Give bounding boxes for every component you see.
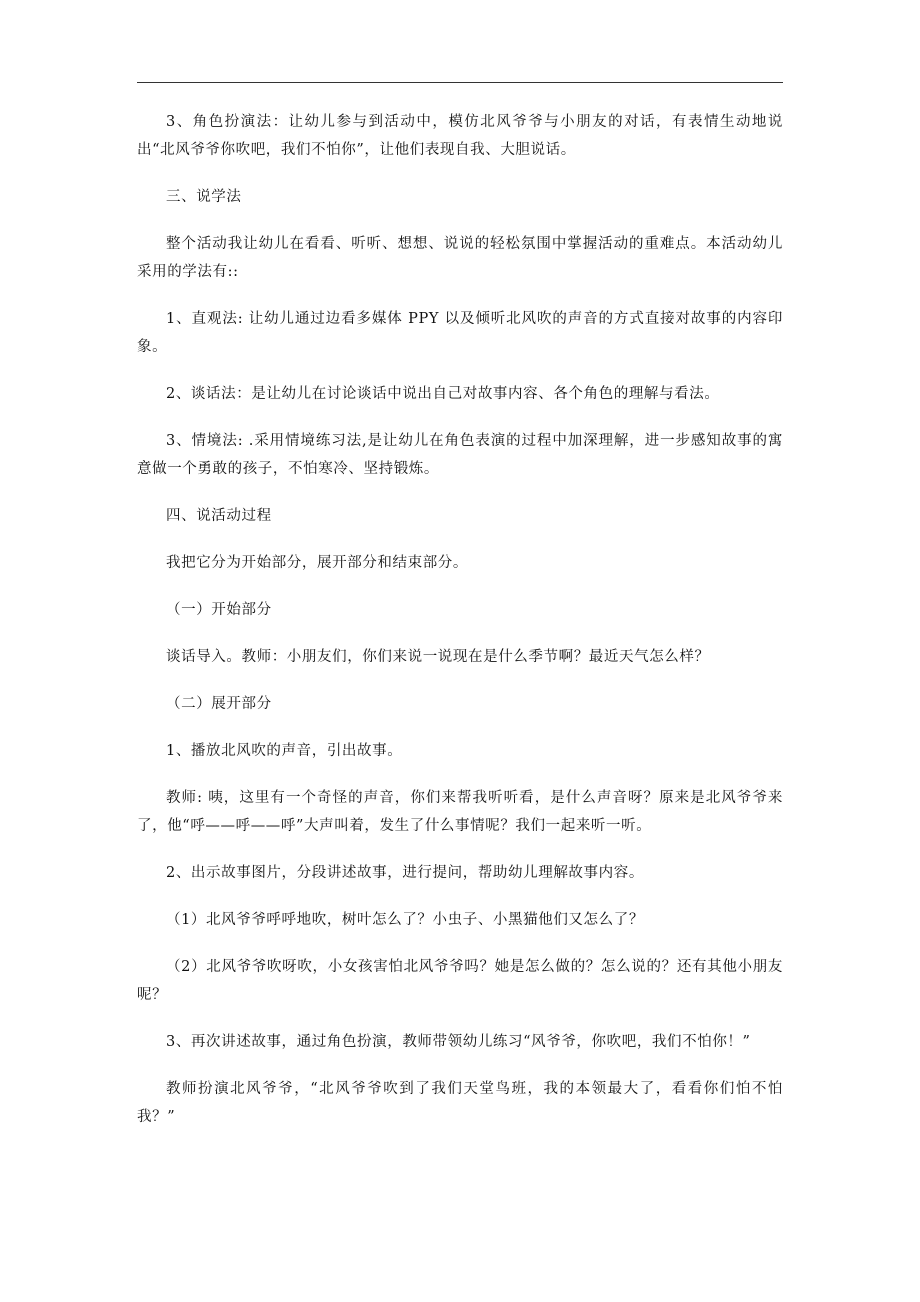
paragraph: （1）北风爷爷呼呼地吹，树叶怎么了？小虫子、小黑猫他们又怎么了？ [166,912,644,928]
paragraph: 3、情境法: .采用情境练习法,是让幼儿在角色表演的过程中加深理解，进一步感知故事的寓意做一个勇敢的孩子，不怕寒冷、坚持锻炼。 [137,433,783,477]
paragraph: 2、出示故事图片，分段讲述故事，进行提问，帮助幼儿理解故事内容。 [166,865,644,881]
paragraph: 教师扮演北风爷爷，“北风爷爷吹到了我们天堂鸟班，我的本领最大了，看看你们怕不怕我？” [137,1081,783,1125]
paragraph: 整个活动我让幼儿在看看、听听、想想、说说的轻松氛围中掌握活动的重难点。本活动幼儿采用的学法有:: [137,236,783,280]
header-rule [137,82,783,83]
subsection-heading: （一）开始部分 [166,602,272,618]
subsection-heading: （二）展开部分 [166,696,272,712]
paragraph: （2）北风爷爷吹呀吹，小女孩害怕北风爷爷吗？她是怎么做的？怎么说的？还有其他小朋友呢？ [137,959,783,1003]
section-heading: 四、说活动过程 [166,508,272,524]
paragraph: 3、再次讲述故事，通过角色扮演，教师带领幼儿练习“风爷爷，你吹吧，我们不怕你！” [166,1034,751,1050]
paragraph: 教师: 咦，这里有一个奇怪的声音，你们来帮我听听看，是什么声音呀？原来是北风爷爷来了，他“呼——呼——呼”大声叫着，发生了什么事情呢？我们一起来听一听。 [137,790,783,834]
paragraph: 3、角色扮演法：让幼儿参与到活动中，模仿北风爷爷与小朋友的对话，有表情生动地说出“北风爷爷你吹吧，我们不怕你”，让他们表现自我、大胆说话。 [137,114,783,158]
paragraph: 2、谈话法：是让幼儿在讨论谈话中说出自己对故事内容、各个角色的理解与看法。 [166,386,720,402]
document-body [137,108,783,1150]
paragraph: 1、直观法: 让幼儿通过边看多媒体 PPY 以及倾听北风吹的声音的方式直接对故事的内容印象。 [137,311,783,355]
paragraph: 谈话导入。教师：小朋友们，你们来说一说现在是什么季节啊？最近天气怎么样？ [166,649,710,665]
paragraph: 我把它分为开始部分，展开部分和结束部分。 [166,555,468,571]
paragraph: 1、播放北风吹的声音，引出故事。 [166,743,403,759]
section-heading: 三、说学法 [166,189,242,205]
